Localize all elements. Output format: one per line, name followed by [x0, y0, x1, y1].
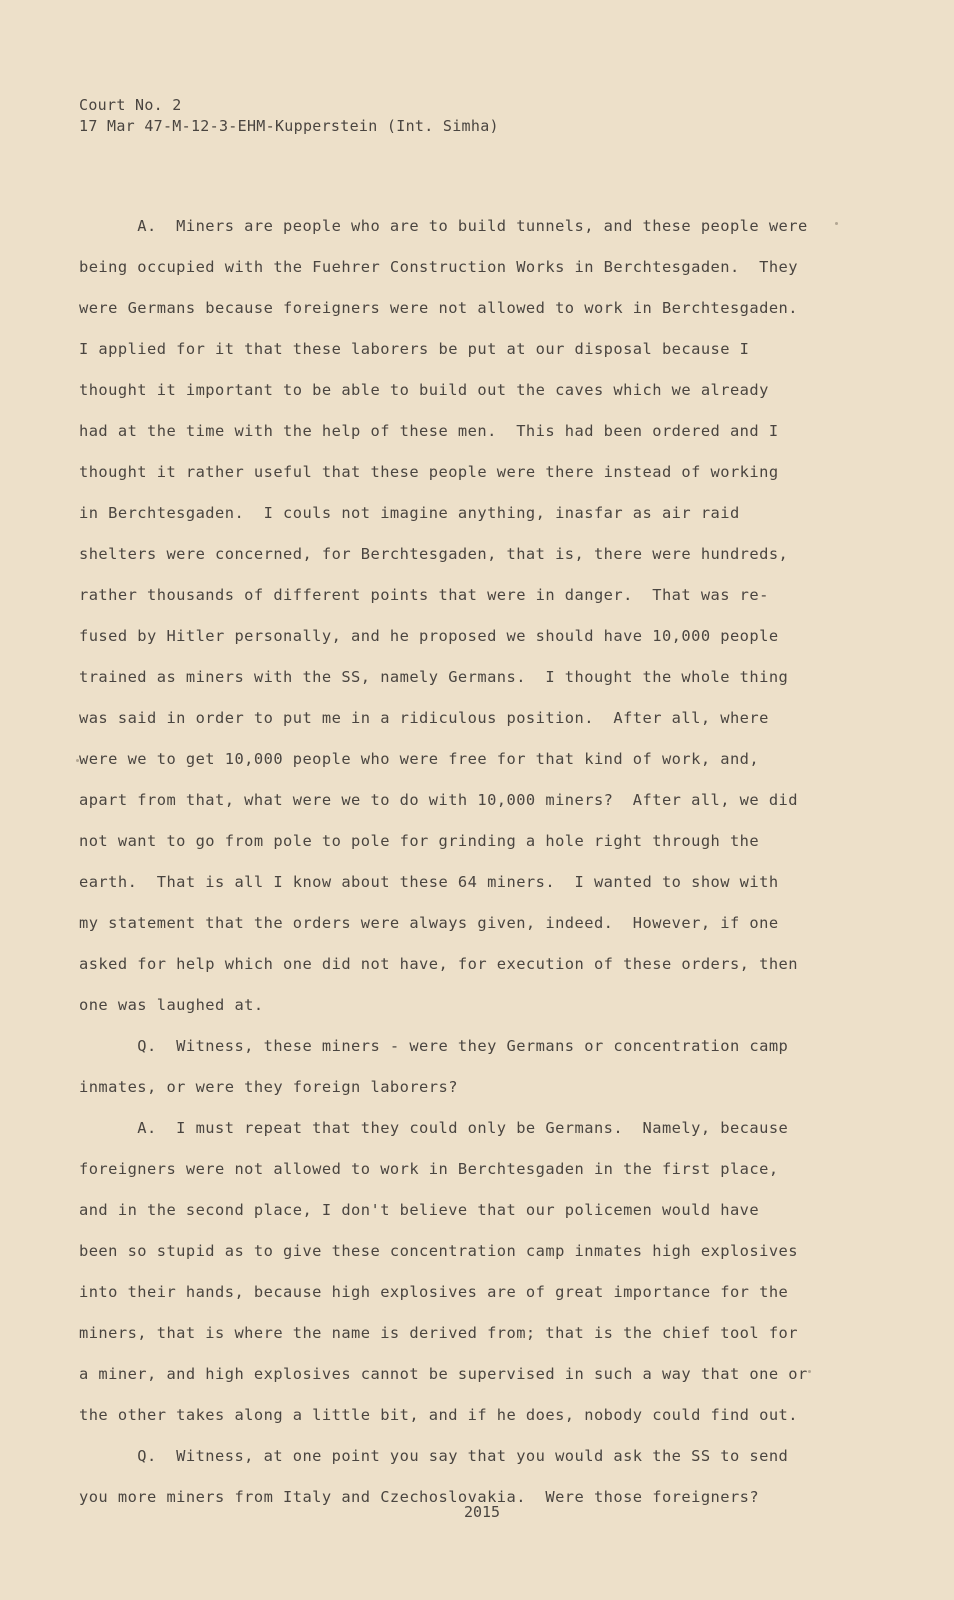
- transcript-line: shelters were concerned, for Berchtesgaden, that is, there were hundreds,: [79, 545, 789, 563]
- transcript-line: my statement that the orders were always given, indeed. However, if one: [79, 914, 779, 932]
- transcript-line: the other takes along a little bit, and if he does, nobody could find out.: [79, 1406, 798, 1424]
- court-number: Court No. 2: [79, 96, 182, 114]
- transcript-line: I applied for it that these laborers be put at our disposal because I: [79, 340, 750, 358]
- paper-speck: [835, 222, 838, 225]
- transcript-line: apart from that, what were we to do with 10,000 miners? After all, we did: [79, 791, 798, 809]
- transcript-line: foreigners were not allowed to work in Berchtesgaden in the first place,: [79, 1160, 779, 1178]
- transcript-line: thought it important to be able to build out the caves which we already: [79, 381, 769, 399]
- transcript-line: miners, that is where the name is derived from; that is the chief tool for: [79, 1324, 798, 1342]
- transcript-reference: 17 Mar 47-M-12-3-EHM-Kupperstein (Int. Simha): [79, 117, 499, 135]
- transcript-line: being occupied with the Fuehrer Construction Works in Berchtesgaden. They: [79, 258, 798, 276]
- transcript-line: trained as miners with the SS, namely Germans. I thought the whole thing: [79, 668, 789, 686]
- transcript-line: were we to get 10,000 people who were free for that kind of work, and,: [79, 750, 760, 768]
- paper-speck: [76, 759, 79, 762]
- transcript-line: were Germans because foreigners were not allowed to work in Berchtesgaden.: [79, 299, 798, 317]
- page-number: 2015: [463, 1503, 501, 1521]
- transcript-line: fused by Hitler personally, and he proposed we should have 10,000 people: [79, 627, 779, 645]
- transcript-line: asked for help which one did not have, for execution of these orders, then: [79, 955, 798, 973]
- transcript-line: and in the second place, I don't believe that our policemen would have: [79, 1201, 760, 1219]
- transcript-line: earth. That is all I know about these 64 miners. I wanted to show with: [79, 873, 779, 891]
- transcript-line: been so stupid as to give these concentration camp inmates high explosives: [79, 1242, 798, 1260]
- transcript-body: [79, 212, 879, 1524]
- paper-speck: [808, 1370, 811, 1373]
- transcript-line: you more miners from Italy and Czechoslovakia. Were those foreigners?: [79, 1488, 760, 1506]
- transcript-line: A. Miners are people who are to build tunnels, and these people were: [79, 217, 808, 235]
- transcript-line: rather thousands of different points that were in danger. That was re-: [79, 586, 769, 604]
- document-header: [79, 95, 499, 137]
- transcript-line: inmates, or were they foreign laborers?: [79, 1078, 458, 1096]
- transcript-line: one was laughed at.: [79, 996, 264, 1014]
- transcript-line: not want to go from pole to pole for grinding a hole right through the: [79, 832, 760, 850]
- transcript-line: Q. Witness, at one point you say that you would ask the SS to send: [79, 1447, 789, 1465]
- transcript-line: Q. Witness, these miners - were they Germans or concentration camp: [79, 1037, 789, 1055]
- transcript-line: into their hands, because high explosives are of great importance for the: [79, 1283, 789, 1301]
- transcript-line: A. I must repeat that they could only be Germans. Namely, because: [79, 1119, 789, 1137]
- transcript-line: had at the time with the help of these men. This had been ordered and I: [79, 422, 779, 440]
- transcript-line: was said in order to put me in a ridiculous position. After all, where: [79, 709, 769, 727]
- transcript-line: a miner, and high explosives cannot be supervised in such a way that one or: [79, 1365, 808, 1383]
- transcript-line: in Berchtesgaden. I couls not imagine anything, inasfar as air raid: [79, 504, 740, 522]
- transcript-line: thought it rather useful that these people were there instead of working: [79, 463, 779, 481]
